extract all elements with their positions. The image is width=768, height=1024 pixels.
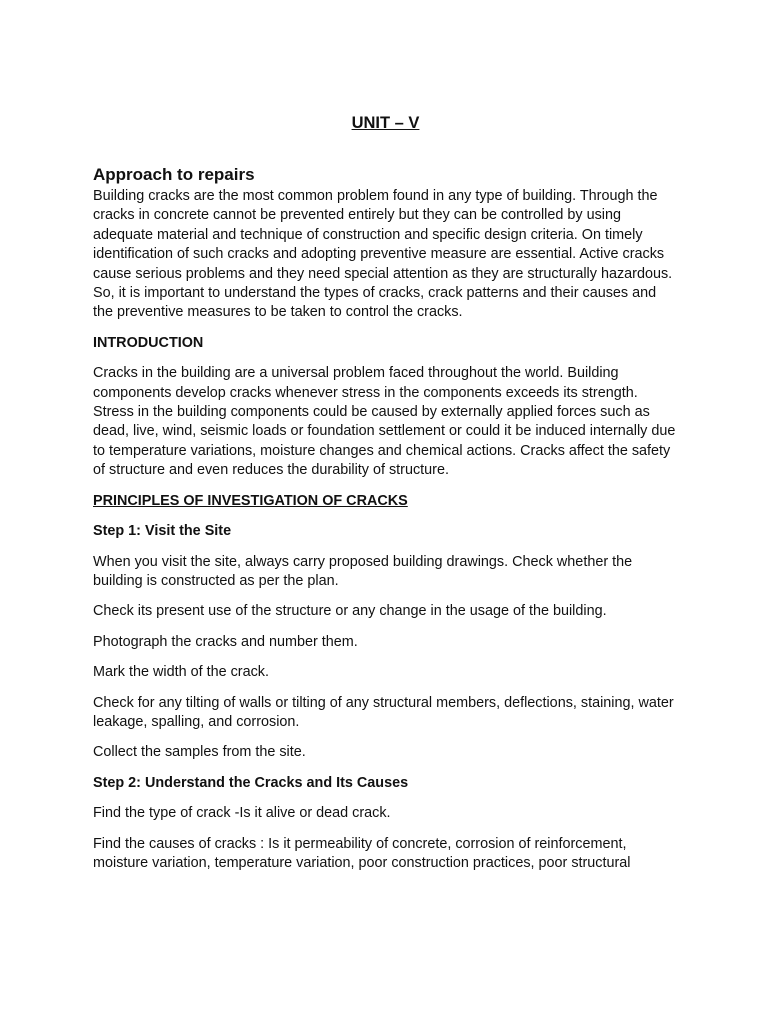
document-page [93, 112, 678, 1012]
step1-heading: Step 1: Visit the Site [93, 523, 232, 540]
section-title: Approach to repairs [93, 165, 255, 184]
step1-item: Check for any tilting of walls or tilting of any structural members, deflections, staining, water leakage, spalling, and corrosion. [93, 694, 674, 730]
step1-item: When you visit the site, always carry proposed building drawings. Check whether the building is constructed as per the plan. [93, 553, 633, 589]
step2-item: Find the type of crack -Is it alive or dead crack. [93, 805, 391, 822]
step2-item: Find the causes of cracks : Is it permeability of concrete, corrosion of reinforcement, moisture variation, temperature variation, poor construction practices, poor structural [93, 835, 631, 871]
principles-heading: PRINCIPLES OF INVESTIGATION OF CRACKS [93, 492, 408, 509]
introduction-paragraph: Cracks in the building are a universal problem faced throughout the world. Building components develop cracks whenever stress in the components exceeds its strength. Stress in the building components could be caused by externally applied forces such as dead, live, wind, seismic loads or foundation settlement or could it be induced internally due to temperature variations, moisture changes and chemical actions. Cracks affect the safety of structure and even reduces the durability of structure. [93, 365, 676, 479]
step1-item: Check its present use of the structure or any change in the usage of the building. [93, 603, 607, 620]
step2-heading: Step 2: Understand the Cracks and Its Causes [93, 774, 409, 791]
unit-title: UNIT – V [351, 114, 420, 132]
introduction-heading: INTRODUCTION [93, 334, 204, 351]
step1-item: Collect the samples from the site. [93, 744, 306, 761]
step1-item: Photograph the cracks and number them. [93, 633, 358, 650]
intro-paragraph: Building cracks are the most common problem found in any type of building. Through the cracks in concrete cannot be prevented entirely but they can be controlled by using adequate material and technique of construction and specific design criteria. On timely identification of such cracks and adopting preventive measure are essential. Active cracks cause serious problems and they need special attention as they are structurally hazardous. So, it is important to understand the types of cracks, crack patterns and their causes and the preventive measures to be taken to control the cracks. [93, 188, 673, 321]
step1-item: Mark the width of the crack. [93, 664, 269, 681]
